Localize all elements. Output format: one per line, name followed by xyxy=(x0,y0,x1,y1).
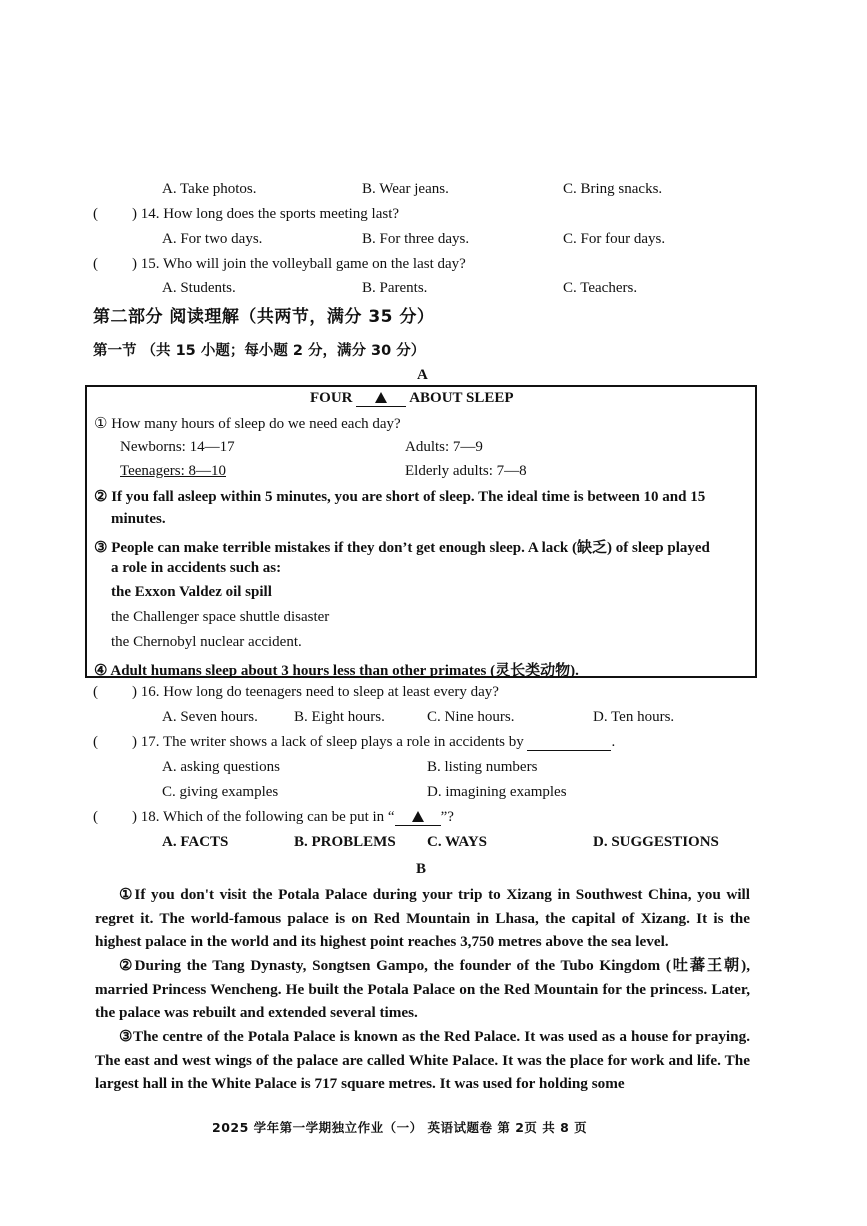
question-number: 18. xyxy=(140,809,160,825)
answer-paren-open: ( xyxy=(93,256,98,272)
passage-b-paragraph-1: ①If you don't visit the Potala Palace during your trip to Xizang in Southwest China, you will regret it. The world-famous palace is on Red Mountain in Lhasa, the capital of Xizang. It is the highest palace in the world and its highest point reaches 3,750 metres above the sea level. xyxy=(95,886,750,950)
question-text: Which of the following can be put in “ xyxy=(162,809,395,825)
box-point-2-line1: ② If you fall asleep within 5 minutes, you are short of sleep. The ideal time is between 10 and 15 xyxy=(94,489,706,505)
q17-option-d: D. imagining examples xyxy=(427,784,567,800)
answer-blank xyxy=(527,736,611,751)
answer-paren-close: ) xyxy=(132,256,137,272)
answer-paren-open: ( xyxy=(93,206,98,222)
q14-question xyxy=(93,206,399,223)
passage-b-paragraph-2: ②During the Tang Dynasty, Songtsen Gampo, the founder of the Tubo Kingdom (吐蕃王朝), married Princess Wencheng. He built the Potala Palace on the Red Mountain for the princess. Later, the palace was rebuilt and extended several times. xyxy=(95,957,750,1021)
elderly-hours: Elderly adults: 7—8 xyxy=(405,463,527,479)
question-text: Who will join the volleyball game on the last day? xyxy=(162,256,466,272)
title-right: ABOUT SLEEP xyxy=(409,390,514,406)
q17-question xyxy=(93,734,615,751)
triangle-icon xyxy=(412,811,424,822)
answer-blank xyxy=(395,808,441,826)
section1-heading: 第一节 （共 15 小题；每小题 2 分，满分 30 分） xyxy=(93,343,426,359)
accident-item-3: the Chernobyl nuclear accident. xyxy=(111,634,302,650)
q13-option-a: A. Take photos. xyxy=(162,181,257,197)
question-text: How long do teenagers need to sleep at least every day? xyxy=(163,684,499,700)
passage-a-title xyxy=(310,389,514,407)
box-point-3-line2: a role in accidents such as: xyxy=(111,560,282,576)
q13-option-c: C. Bring snacks. xyxy=(563,181,663,197)
answer-paren-close: ) xyxy=(132,206,137,222)
q15-option-b: B. Parents. xyxy=(362,280,428,296)
q18-question xyxy=(93,808,454,826)
passage-b-paragraph-3: ③The centre of the Potala Palace is known as the Red Palace. It was used as a house for praying. The east and west wings of the palace are called White Palace. It was the place for work and life. The largest hall in the White Palace is 717 square metres. It was used for holding some xyxy=(95,1028,750,1092)
q14-option-a: A. For two days. xyxy=(162,231,263,247)
q15-option-c: C. Teachers. xyxy=(563,280,638,296)
question-number: 14. xyxy=(140,206,160,222)
q18-option-a: A. FACTS xyxy=(162,834,229,850)
title-blank xyxy=(356,389,406,407)
adults-hours: Adults: 7—9 xyxy=(405,439,483,455)
q15-option-a: A. Students. xyxy=(162,280,236,296)
box-point-1: ① How many hours of sleep do we need each day? xyxy=(94,416,401,432)
passage-b-label: B xyxy=(416,861,427,877)
q13-option-b: B. Wear jeans. xyxy=(362,181,449,197)
question-text: How long does the sports meeting last? xyxy=(163,206,400,222)
q18-option-b: B. PROBLEMS xyxy=(294,834,396,850)
question-number: 15. xyxy=(140,256,160,272)
triangle-icon xyxy=(375,392,387,403)
box-point-2-line2: minutes. xyxy=(111,511,166,527)
answer-paren-close: ) xyxy=(132,809,137,825)
question-end: . xyxy=(611,734,616,750)
q17-option-a: A. asking questions xyxy=(162,759,280,775)
box-point-4: ④ Adult humans sleep about 3 hours less than other primates (灵长类动物). xyxy=(94,663,579,679)
question-end: ”? xyxy=(440,809,454,825)
q16-option-b: B. Eight hours. xyxy=(294,709,385,725)
part2-heading: 第二部分 阅读理解（共两节，满分 35 分） xyxy=(93,307,435,327)
accident-item-1: the Exxon Valdez oil spill xyxy=(111,584,272,600)
answer-paren-close: ) xyxy=(132,734,137,750)
q16-question xyxy=(93,684,499,701)
q16-option-a: A. Seven hours. xyxy=(162,709,258,725)
q18-option-d: D. SUGGESTIONS xyxy=(593,834,719,850)
title-left: FOUR xyxy=(310,390,353,406)
newborns-hours: Newborns: 14—17 xyxy=(120,439,235,455)
question-text: The writer shows a lack of sleep plays a role in accidents by xyxy=(162,734,524,750)
q14-option-b: B. For three days. xyxy=(362,231,470,247)
answer-paren-open: ( xyxy=(93,809,98,825)
q16-option-d: D. Ten hours. xyxy=(593,709,675,725)
q17-option-c: C. giving examples xyxy=(162,784,279,800)
passage-a-label: A xyxy=(417,367,428,383)
q17-option-b: B. listing numbers xyxy=(427,759,538,775)
q16-option-c: C. Nine hours. xyxy=(427,709,515,725)
box-point-3-line1: ③ People can make terrible mistakes if they don’t get enough sleep. A lack (缺乏) of sleep played xyxy=(94,540,710,556)
q18-option-c: C. WAYS xyxy=(427,834,488,850)
teenagers-hours: Teenagers: 8—10 xyxy=(120,463,226,479)
answer-paren-open: ( xyxy=(93,734,98,750)
question-number: 17. xyxy=(140,734,160,750)
page-footer: 2025 学年第一学期独立作业（一） 英语试题卷 第 2页 共 8 页 xyxy=(212,1120,588,1135)
q14-option-c: C. For four days. xyxy=(563,231,666,247)
q15-question xyxy=(93,256,466,273)
accident-item-2: the Challenger space shuttle disaster xyxy=(111,609,330,625)
question-number: 16. xyxy=(140,684,160,700)
answer-paren-close: ) xyxy=(132,684,137,700)
answer-paren-open: ( xyxy=(93,684,98,700)
